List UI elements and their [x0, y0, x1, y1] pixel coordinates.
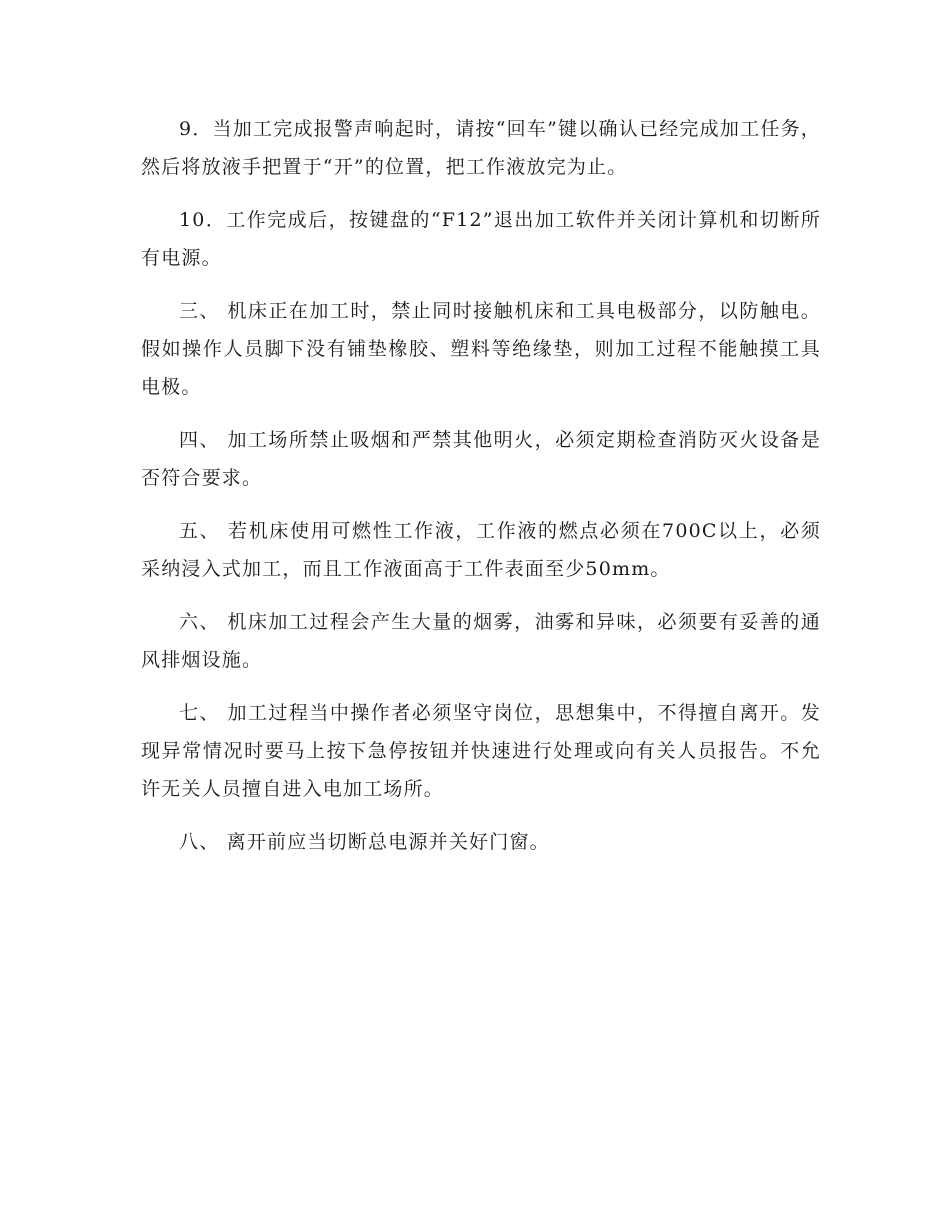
paragraph-section-7: 七、 加工过程当中操作者必须坚守岗位，思想集中，不得擅自离开。发现异常情况时要马上按下急停按钮并快速进行处理或向有关人员报告。不允许无关人员擅自进入电加工场所。 [141, 702, 821, 800]
paragraph-step-9: 9．当加工完成报警声响起时，请按“回车”键以确认已经完成加工任务，然后将放液手把置于“开”的位置，把工作液放完为止。 [141, 118, 821, 178]
paragraph-section-8: 八、 离开前应当切断总电源并关好门窗。 [179, 831, 550, 853]
paragraph-section-6: 六、 机床加工过程会产生大量的烟雾，油雾和异味，必须要有妥善的通风排烟设施。 [141, 611, 821, 671]
paragraph-section-4: 四、 加工场所禁止吸烟和严禁其他明火，必须定期检查消防灭火设备是否符合要求。 [141, 429, 821, 489]
document-body [141, 110, 821, 876]
paragraph-step-10: 10．工作完成后，按键盘的“F12”退出加工软件并关闭计算机和切断所有电源。 [141, 209, 821, 269]
paragraph-section-3: 三、 机床正在加工时，禁止同时接触机床和工具电极部分，以防触电。假如操作人员脚下没有铺垫橡胶、塑料等绝缘垫，则加工过程不能触摸工具电极。 [141, 300, 821, 398]
paragraph-section-5: 五、 若机床使用可燃性工作液，工作液的燃点必须在700C以上，必须采纳浸入式加工，而且工作液面高于工件表面至少50mm。 [141, 520, 821, 580]
